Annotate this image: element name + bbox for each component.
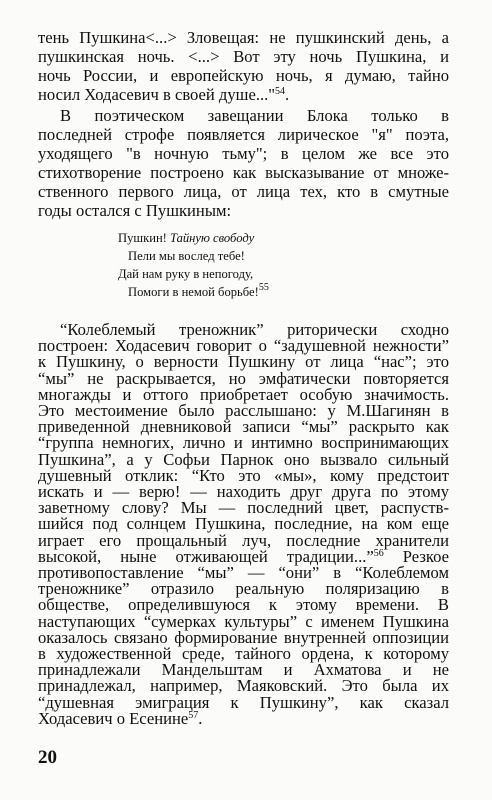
text-line: оказалось связано формирование внутренней оппозиции bbox=[38, 627, 449, 647]
text-line: стихотворение построено как высказывание от множе- bbox=[38, 163, 449, 182]
text-line: носил Ходасевич в своей душе..."$^{54}$. bbox=[38, 85, 290, 104]
verse-fragment: Пушкин! bbox=[118, 231, 171, 245]
text-fragment: . bbox=[198, 708, 203, 728]
footnote-ref: 54 bbox=[275, 86, 286, 97]
page-number: 20 bbox=[38, 747, 57, 768]
text-line: принадлежал, например, Маяковский. Это была их bbox=[38, 676, 449, 696]
text-line: заветному слову? Мы — последний цвет, распуств- bbox=[38, 498, 449, 518]
text-line: играет его прощальный луч, последние хранители bbox=[38, 530, 449, 550]
text-line: Это местоимение было расслышано: у М.Шагинян в bbox=[38, 401, 449, 420]
text-fragment: высокой, ныне отживающей традиции...” bbox=[38, 546, 374, 566]
text-line: искать и — верю! — находить друг друга по этому bbox=[38, 482, 449, 501]
footnote-ref: 57 bbox=[188, 709, 199, 721]
verse-fragment-italic: Тайную свободу bbox=[170, 231, 255, 245]
text-line bbox=[38, 708, 449, 728]
text-line: многажды и оттого приобретает особую значимость. bbox=[38, 384, 449, 404]
text-line: “группа немногих, лично и интимно воспринимающих bbox=[38, 433, 449, 453]
text-line: уходящего "в ночную тьму"; в целом же все это bbox=[38, 144, 449, 163]
footnote-ref: 56 bbox=[373, 547, 384, 559]
text-line: тень Пушкина<...> Зловещая: не пушкинский день, а bbox=[38, 28, 449, 47]
text-line: “мы” не раскрывается, но эмфатически повторяется bbox=[38, 368, 449, 388]
text-line: наступающих “сумерках культуры” с именем Пушкина bbox=[38, 611, 449, 631]
text-fragment: Резкое bbox=[383, 546, 449, 566]
text-line: “душевная эмиграция к Пушкину”, как сказал bbox=[38, 692, 449, 712]
text-line: приведенной дневниковой записи “мы” раскрыто как bbox=[38, 417, 449, 437]
text-line: принадлежали Мандельштам и Ахматова и не bbox=[38, 660, 449, 680]
text-line: шийся под солнцем Пушкина, последние, на ком еще bbox=[38, 514, 449, 534]
text-line: построен: Ходасевич говорит о “задушевной нежности” bbox=[38, 336, 449, 356]
text-line: обществе, определившуюся к этому времени. В bbox=[38, 595, 449, 615]
text-line: душевный отклик: “Кто это «мы», кому предстоит bbox=[38, 465, 449, 485]
text-line: треножнике” отразило реальную поляризацию в bbox=[38, 579, 449, 599]
text-line: ственного первого лица, от лица тех, кто в смутные bbox=[38, 182, 449, 201]
text-line: Пушкина”, а у Софьи Парнок оно вызвало сильный bbox=[38, 449, 449, 469]
text-line: пушкинская ночь. <...> Вот эту ночь Пушкина, и bbox=[38, 47, 449, 66]
text-line: противопоставление “мы” — “они” в “Колеблемом bbox=[38, 563, 449, 582]
text-line: В поэтическом завещании Блока только в bbox=[60, 106, 449, 125]
text-line: ночь России, и европейскую ночь, я думаю, тайно bbox=[38, 66, 449, 85]
footnote-ref: 55 bbox=[258, 282, 269, 293]
verse-fragment: Помоги в немой борьбе! bbox=[128, 285, 259, 299]
text-line: в художественной среде, тайного ордена, к которому bbox=[38, 644, 449, 663]
text-line: последней строфе появляется лирическое "я" поэта, bbox=[38, 125, 449, 144]
verse-line: Пели мы вослед тебе! bbox=[128, 249, 245, 263]
verse-line bbox=[118, 230, 254, 246]
text-fragment: носил Ходасевич в своей душе..." bbox=[38, 85, 276, 104]
text-line: “Колеблемый треножник” риторически сходно bbox=[60, 320, 449, 339]
text-fragment: Ходасевич о Есенине bbox=[38, 708, 189, 728]
verse-line bbox=[128, 284, 269, 300]
text-line: к Пушкину, о верности Пушкину от лица “нас”; это bbox=[38, 352, 449, 372]
text-line: годы остался с Пушкиным: bbox=[38, 201, 232, 220]
verse-line: Дай нам руку в непогоду, bbox=[118, 267, 254, 281]
